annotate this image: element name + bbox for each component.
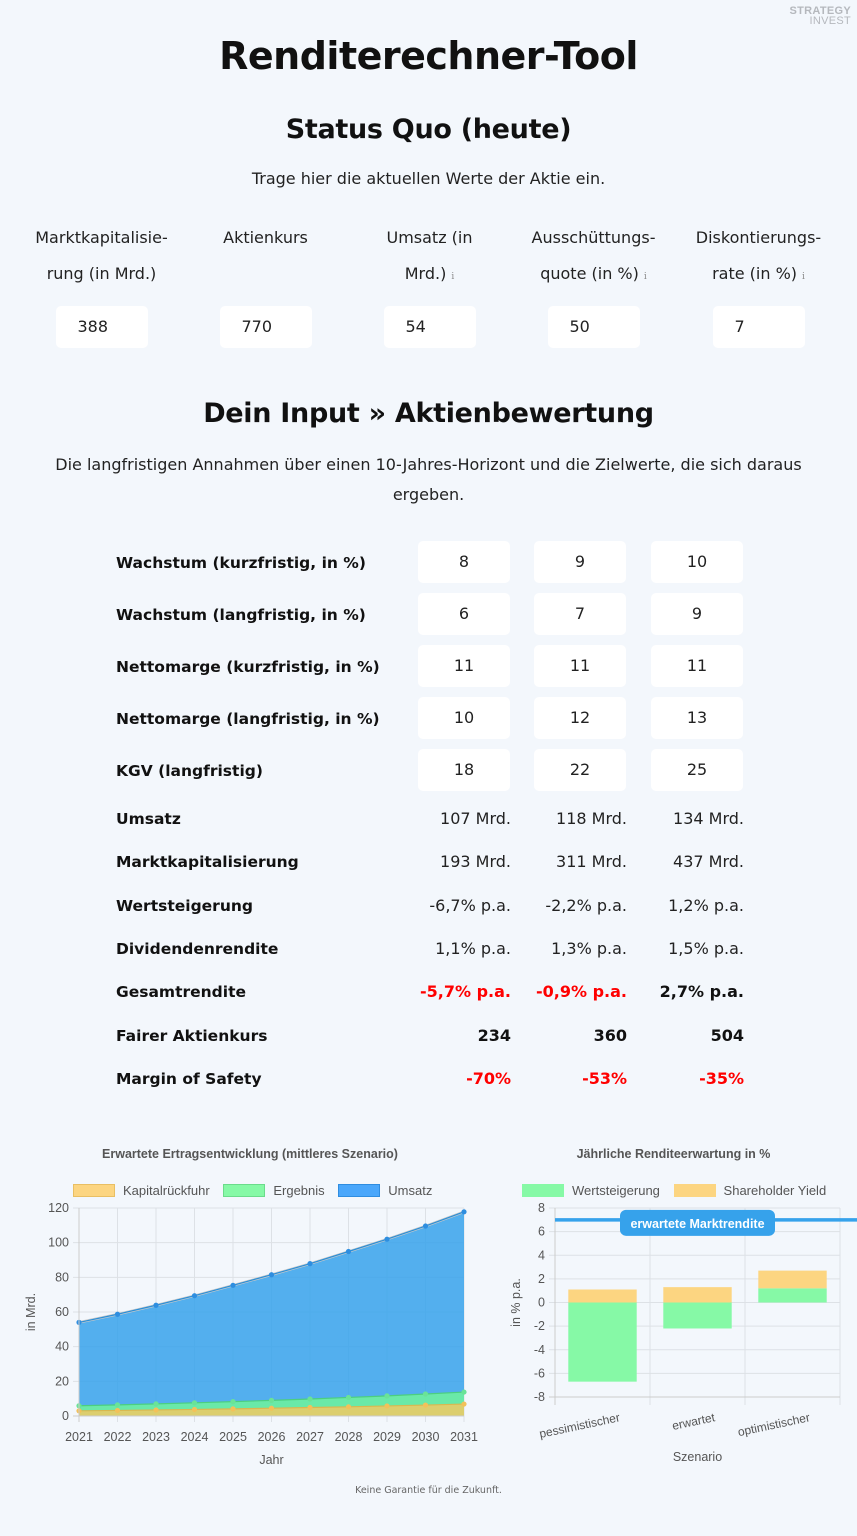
- field-label-line1: Marktkapitalisie-: [35, 228, 168, 247]
- field-label-line1: Ausschüttungs-: [531, 228, 656, 247]
- result-row: [116, 927, 746, 971]
- svg-text:2024: 2024: [180, 1430, 209, 1444]
- scenario-input[interactable]: 11: [534, 645, 626, 687]
- row-label: Wachstum (kurzfristig, in %): [116, 554, 366, 572]
- field-label: [347, 220, 512, 300]
- field-1: [183, 220, 348, 348]
- row-label: Fairer Aktienkurs: [116, 1026, 268, 1045]
- result-value: -6,7% p.a.: [429, 895, 511, 915]
- result-row: [116, 1057, 746, 1101]
- field-input[interactable]: 50: [548, 306, 640, 348]
- field-input[interactable]: 7: [713, 306, 805, 348]
- legend-label: Ergebnis: [273, 1183, 325, 1198]
- field-input[interactable]: 770: [220, 306, 312, 348]
- field-input[interactable]: 388: [56, 306, 148, 348]
- row-label: Umsatz: [116, 810, 181, 828]
- field-label: [183, 220, 348, 300]
- result-value: -53%: [582, 1068, 627, 1088]
- field-label-line1: Umsatz (in: [386, 228, 473, 247]
- row-label: Margin of Safety: [116, 1069, 262, 1088]
- page-title: Renditerechner-Tool: [219, 34, 638, 78]
- input-row: [116, 593, 746, 637]
- svg-text:40: 40: [55, 1339, 69, 1354]
- svg-text:2025: 2025: [219, 1430, 247, 1444]
- result-value: 2,7% p.a.: [659, 982, 744, 1002]
- row-label: Nettomarge (kurzfristig, in %): [116, 658, 380, 676]
- svg-text:-2: -2: [533, 1319, 545, 1334]
- result-row: [116, 1014, 746, 1058]
- svg-text:0: 0: [62, 1409, 69, 1423]
- field-label-line2: Mrd.): [404, 264, 447, 283]
- input-row: [116, 697, 746, 741]
- svg-text:120: 120: [48, 1201, 69, 1215]
- svg-text:pessimistischer: pessimistischer: [537, 1410, 622, 1441]
- svg-text:Jahr: Jahr: [259, 1453, 284, 1467]
- earnings-area-chart: [0, 1195, 490, 1480]
- scenario-input[interactable]: 11: [418, 645, 510, 687]
- svg-text:4: 4: [538, 1248, 545, 1263]
- scenario-input[interactable]: 7: [534, 593, 626, 635]
- result-value: 360: [593, 1025, 627, 1045]
- field-input[interactable]: 54: [384, 306, 476, 348]
- field-label-line2: rung (in Mrd.): [46, 264, 157, 283]
- result-value: 437 Mrd.: [673, 852, 744, 872]
- result-row: [116, 797, 746, 841]
- logo-line2: INVEST: [809, 15, 851, 27]
- row-label: Gesamtrendite: [116, 983, 247, 1002]
- svg-text:2023: 2023: [142, 1430, 170, 1444]
- field-label-line1: Diskontierungs-: [695, 228, 822, 247]
- scenario-input[interactable]: 9: [534, 541, 626, 583]
- info-icon[interactable]: i: [451, 272, 455, 282]
- svg-text:optimistischer: optimistischer: [736, 1410, 812, 1440]
- svg-text:20: 20: [55, 1374, 69, 1389]
- field-label-line2: rate (in %): [712, 264, 798, 283]
- svg-text:in Mrd.: in Mrd.: [24, 1292, 38, 1332]
- scenario-input[interactable]: 8: [418, 541, 510, 583]
- info-icon[interactable]: i: [802, 272, 805, 282]
- scenario-input[interactable]: 6: [418, 593, 510, 635]
- svg-text:6: 6: [538, 1224, 545, 1239]
- result-row: [116, 840, 746, 884]
- svg-text:2029: 2029: [373, 1430, 401, 1444]
- input-subtitle: Die langfristigen Annahmen über einen 10-Jahres-Horizont und die Zielwerte, die sich daraus ergeben.: [55, 455, 802, 504]
- legend-label: Wertsteigerung: [572, 1183, 660, 1198]
- input-row: [116, 749, 746, 793]
- result-value: 193 Mrd.: [440, 852, 511, 872]
- scenario-input[interactable]: 9: [651, 593, 743, 635]
- return-chart-title: Jährliche Renditeerwartung in %: [576, 1147, 771, 1161]
- earnings-chart-title: Erwartete Ertragsentwicklung (mittleres Szenario): [102, 1147, 398, 1161]
- legend-label: Umsatz: [388, 1183, 433, 1198]
- legend-label: Shareholder Yield: [723, 1183, 827, 1198]
- scenario-input[interactable]: 11: [651, 645, 743, 687]
- scenario-input[interactable]: 10: [418, 697, 510, 739]
- svg-text:2026: 2026: [257, 1430, 286, 1444]
- result-value: 1,1% p.a.: [435, 938, 511, 958]
- scenario-input[interactable]: 12: [534, 697, 626, 739]
- disclaimer: Keine Garantie für die Zukunft.: [355, 1485, 502, 1496]
- svg-text:2021: 2021: [65, 1430, 93, 1444]
- result-value: 1,2% p.a.: [668, 895, 744, 915]
- input-row: [116, 645, 746, 689]
- result-value: 118 Mrd.: [556, 809, 627, 828]
- svg-text:-4: -4: [533, 1342, 545, 1357]
- svg-text:2022: 2022: [103, 1430, 132, 1444]
- field-label-line1: Aktienkurs: [223, 228, 308, 247]
- input-heading: Dein Input » Aktienbewertung: [203, 398, 654, 429]
- svg-text:Szenario: Szenario: [672, 1450, 723, 1464]
- scenario-input[interactable]: 25: [651, 749, 743, 791]
- result-value: -0,9% p.a.: [536, 982, 627, 1002]
- svg-text:0: 0: [538, 1295, 545, 1310]
- field-label: [511, 220, 676, 300]
- svg-text:in % p.a.: in % p.a.: [509, 1278, 523, 1327]
- svg-text:8: 8: [538, 1201, 545, 1215]
- status-quo-subtitle: Trage hier die aktuellen Werte der Aktie ein.: [251, 169, 606, 188]
- legend-label: Kapitalrückfuhr: [123, 1183, 210, 1198]
- scenario-input[interactable]: 13: [651, 697, 743, 739]
- field-3: [511, 220, 676, 348]
- result-value: -70%: [466, 1068, 511, 1088]
- result-value: 311 Mrd.: [556, 852, 627, 872]
- svg-text:2031: 2031: [450, 1430, 478, 1444]
- logo-line1: STRATEGY: [789, 5, 851, 17]
- svg-text:80: 80: [55, 1270, 69, 1285]
- svg-text:2: 2: [538, 1271, 545, 1286]
- field-0: [19, 220, 184, 348]
- input-row: [116, 541, 746, 585]
- svg-text:2030: 2030: [411, 1430, 440, 1444]
- row-label: Marktkapitalisierung: [116, 853, 299, 872]
- result-row: [116, 970, 746, 1014]
- result-value: 1,5% p.a.: [668, 938, 744, 958]
- result-value: 107 Mrd.: [440, 809, 511, 828]
- field-label-line2: quote (in %): [540, 264, 639, 283]
- svg-text:-6: -6: [533, 1366, 545, 1381]
- field-label: [676, 220, 841, 300]
- scenario-input[interactable]: 22: [534, 749, 626, 791]
- result-row: [116, 884, 746, 928]
- svg-text:-8: -8: [533, 1390, 545, 1404]
- scenario-input[interactable]: 18: [418, 749, 510, 791]
- result-value: 134 Mrd.: [673, 809, 744, 828]
- result-value: 1,3% p.a.: [551, 938, 627, 958]
- row-label: Dividendenrendite: [116, 939, 279, 958]
- result-value: -35%: [699, 1068, 744, 1088]
- brand-logo: [790, 6, 851, 26]
- result-value: -5,7% p.a.: [420, 982, 511, 1002]
- return-bar-chart: [490, 1195, 857, 1480]
- field-4: [676, 220, 841, 348]
- field-2: [347, 220, 512, 348]
- svg-text:100: 100: [48, 1235, 69, 1250]
- svg-text:erwartete Marktrendite: erwartete Marktrendite: [630, 1216, 765, 1231]
- status-quo-heading: Status Quo (heute): [285, 114, 572, 145]
- info-icon[interactable]: i: [643, 272, 647, 282]
- row-label: Nettomarge (langfristig, in %): [116, 710, 380, 728]
- row-label: Wachstum (langfristig, in %): [116, 606, 366, 624]
- result-value: -2,2% p.a.: [545, 895, 627, 915]
- result-value: 234: [477, 1025, 511, 1045]
- result-value: 504: [710, 1025, 744, 1045]
- scenario-input[interactable]: 10: [651, 541, 743, 583]
- svg-text:2028: 2028: [334, 1430, 363, 1444]
- svg-text:erwartet: erwartet: [670, 1410, 717, 1433]
- svg-text:2027: 2027: [296, 1430, 324, 1444]
- row-label: Wertsteigerung: [116, 896, 253, 915]
- row-label: KGV (langfristig): [116, 762, 263, 780]
- svg-text:60: 60: [55, 1305, 69, 1319]
- field-label: [19, 220, 184, 300]
